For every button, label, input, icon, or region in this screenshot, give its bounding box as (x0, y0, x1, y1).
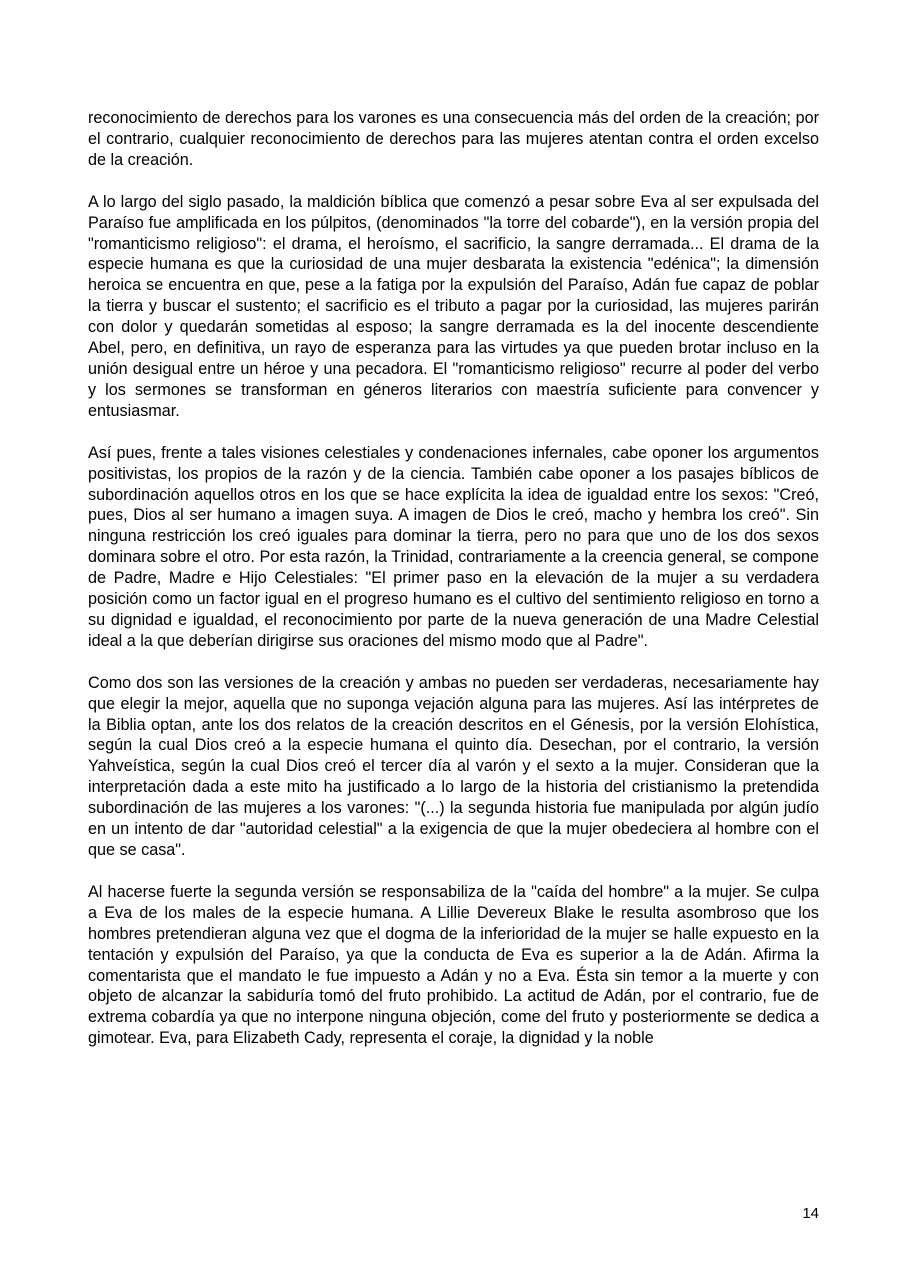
page-number: 14 (802, 1205, 819, 1222)
paragraph: Así pues, frente a tales visiones celestiales y condenaciones infernales, cabe oponer los argumentos positivistas, los propios de la razón y de la ciencia. También cabe oponer a los pasajes bíblicos de subordinación aquellos otros en los que se hace explícita la idea de igualdad entre los sexos: "Creó, pues, Dios al ser humano a imagen suya. A imagen de Dios le creó, macho y hembra los creó". Sin ninguna restricción los creó iguales para dominar la tierra, pero no para que uno de los dos sexos dominara sobre el otro. Por esta razón, la Trinidad, contrariamente a la creencia general, se compone de Padre, Madre e Hijo Celestiales: "El primer paso en la elevación de la mujer a su verdadera posición como un factor igual en el progreso humano es el cultivo del sentimiento religioso en torno a su dignidad e igualdad, el reconocimiento por parte de la nueva generación de una Madre Celestial ideal a la que deberían dirigirse sus oraciones del mismo modo que al Padre". (88, 443, 819, 650)
paragraph: A lo largo del siglo pasado, la maldición bíblica que comenzó a pesar sobre Eva al ser expulsada del Paraíso fue amplificada en los púlpitos, (denominados "la torre del cobarde"), en la versión propia del "romanticismo religioso": el drama, el heroísmo, el sacrificio, la sangre derramada... El drama de la especie humana es que la curiosidad de una mujer desbarata la existencia "edénica"; la dimensión heroica se encuentra en que, pese a la fatiga por la expulsión del Paraíso, Adán fue capaz de poblar la tierra y buscar el sustento; el sacrificio es el tributo a pagar por la curiosidad, las mujeres parirán con dolor y quedarán sometidas al esposo; la sangre derramada es la del inocente descendiente Abel, pero, en definitiva, un rayo de esperanza para las virtudes ya que pueden brotar incluso en la unión desigual entre un héroe y una pecadora. El "romanticismo religioso" recurre al poder del verbo y los sermones se transforman en géneros literarios con maestría suficiente para convencer y entusiasmar. (88, 192, 819, 420)
paragraph: Como dos son las versiones de la creación y ambas no pueden ser verdaderas, necesariamente hay que elegir la mejor, aquella que no suponga vejación alguna para las mujeres. Así las intérpretes de la Biblia optan, ante los dos relatos de la creación descritos en el Génesis, por la versión Elohística, según la cual Dios creó a la especie humana el quinto día. Desechan, por el contrario, la versión Yahveística, según la cual Dios creó el tercer día al varón y el sexto a la mujer. Consideran que la interpretación dada a este mito ha justificado a lo largo de la historia del cristianismo la pretendida subordinación de las mujeres a los varones: "(...) la segunda historia fue manipulada por algún judío en un intento de dar "autoridad celestial" a la exigencia de que la mujer obedeciera al hombre con el que se casa". (88, 673, 819, 859)
paragraph: Al hacerse fuerte la segunda versión se responsabiliza de la "caída del hombre" a la mujer. Se culpa a Eva de los males de la especie humana. A Lillie Devereux Blake le resulta asombroso que los hombres pretendieran alguna vez que el dogma de la inferioridad de la mujer se halle expuesto en la tentación y expulsión del Paraíso, ya que la conducta de Eva es superior a la de Adán. Afirma la comentarista que el mandato le fue impuesto a Adán y no a Eva. Ésta sin temor a la muerte y con objeto de alcanzar la sabiduría tomó del fruto prohibido. La actitud de Adán, por el contrario, fue de extrema cobardía ya que no interpone ninguna objeción, come del fruto y posteriormente se dedica a gimotear. Eva, para Elizabeth Cady, representa el coraje, la dignidad y la noble (88, 882, 819, 1048)
paragraph: reconocimiento de derechos para los varones es una consecuencia más del orden de la creación; por el contrario, cualquier reconocimiento de derechos para las mujeres atentan contra el orden excelso de la creación. (88, 109, 819, 169)
text-body (88, 108, 819, 1070)
